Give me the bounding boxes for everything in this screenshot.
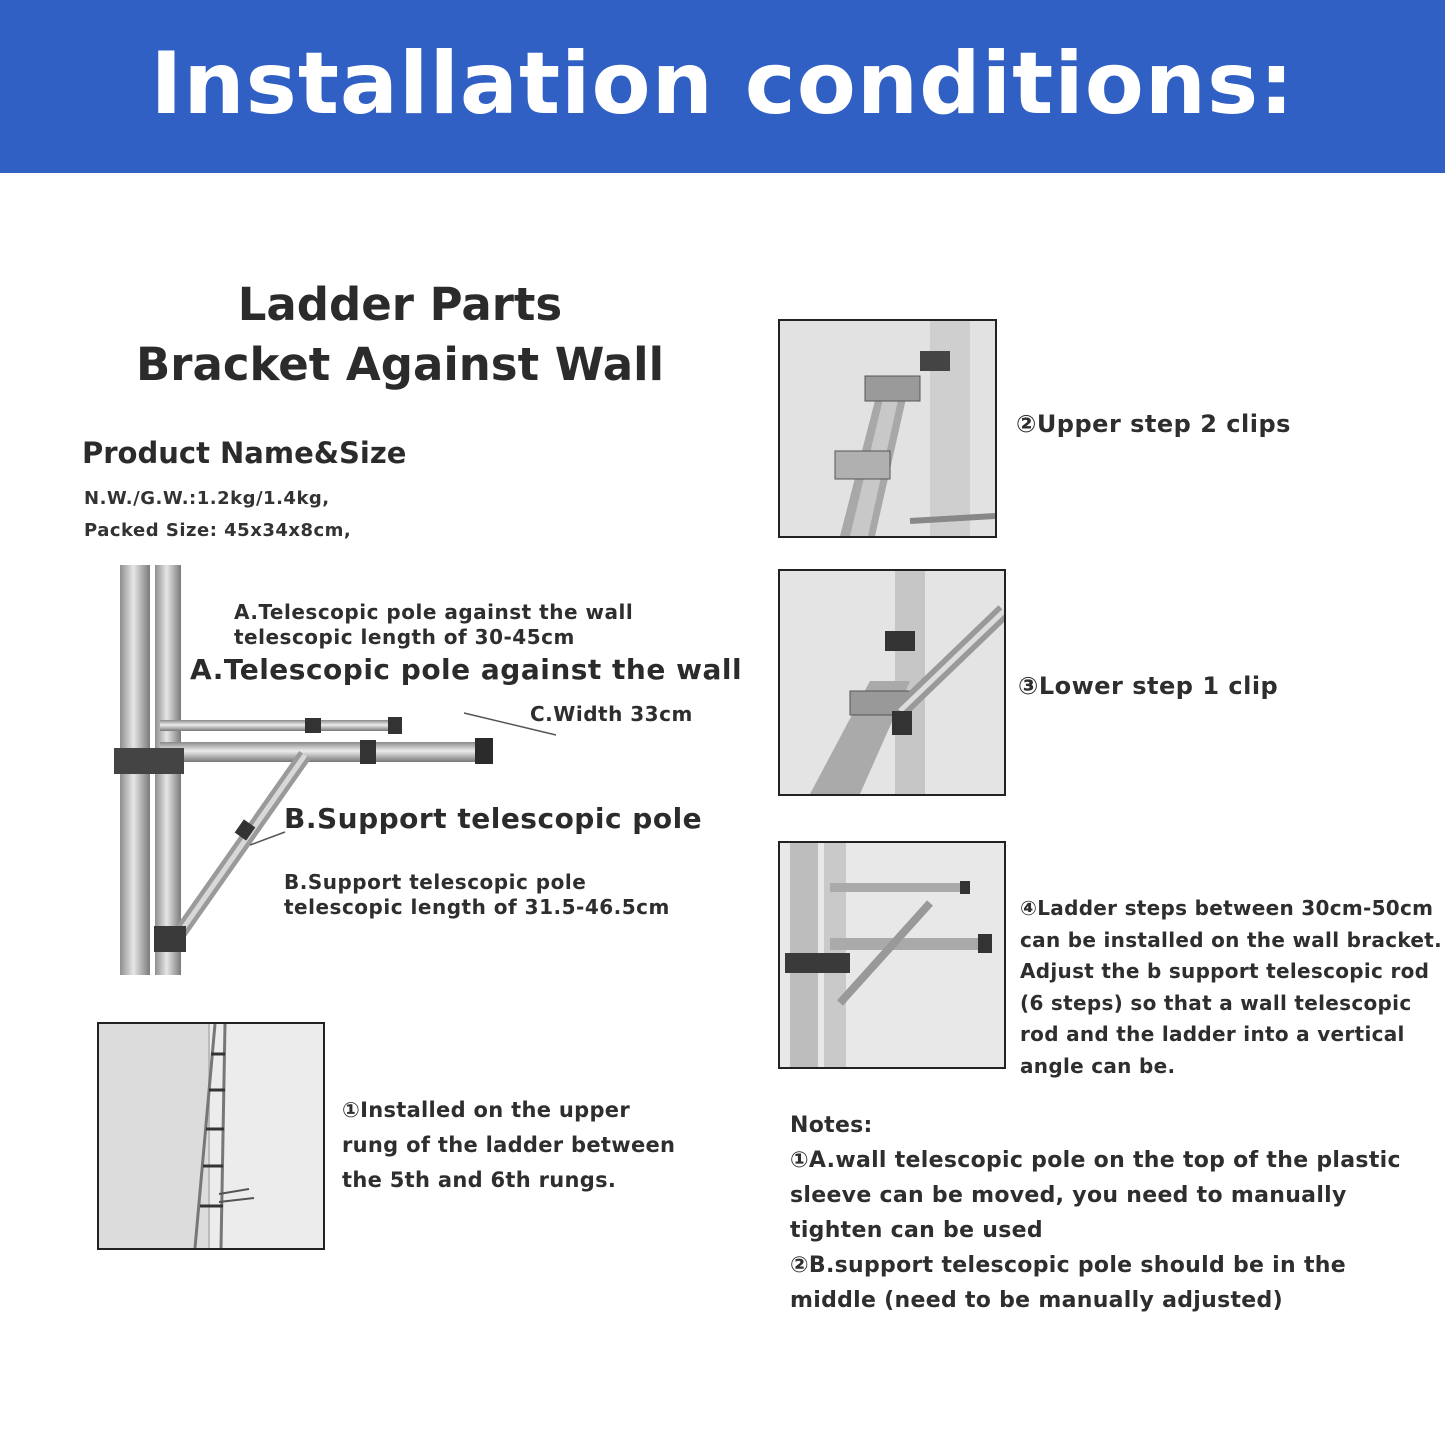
wall-pole [160, 720, 400, 731]
a-pole-description: A.Telescopic pole against the wall telescopic length of 30-45cm [234, 600, 634, 649]
installed-ladder-photo [97, 1022, 325, 1250]
b-pole-description: B.Support telescopic pole telescopic length of 31.5-46.5cm [284, 870, 670, 919]
pole-cap [388, 717, 402, 734]
title-banner [0, 0, 1445, 173]
wall-pole [160, 742, 490, 762]
a-pole-label: A.Telescopic pole against the wall [190, 653, 743, 686]
clip [114, 748, 184, 774]
packed-size-text: Packed Size: 45x34x8cm, [84, 520, 352, 541]
lower-clip-photo [778, 569, 1006, 796]
step4-description: ④Ladder steps between 30cm-50cm can be installed on the wall bracket. Adjust the b support telescopic rod (6 steps) so that a wall telescopic rod and the ladder into a vertical angle can be. [1020, 896, 1443, 1078]
upper-clips-photo [778, 319, 997, 538]
c-width-label: C.Width 33cm [530, 702, 693, 726]
pole-cap [475, 738, 493, 764]
ladder-parts-heading: Ladder Parts [237, 278, 563, 331]
b-pole-label: B.Support telescopic pole [284, 802, 703, 835]
clip [154, 926, 186, 952]
weight-text: N.W./G.W.:1.2kg/1.4kg, [84, 488, 330, 509]
step1-description: ①Installed on the upper rung of the ladder between the 5th and 6th rungs. [342, 1098, 676, 1192]
bracket-heading: Bracket Against Wall [135, 338, 665, 391]
step2-label: ②Upper step 2 clips [1016, 410, 1291, 438]
bracket-installed-photo [778, 841, 1006, 1069]
notes-section: Notes: ①A.wall telescopic pole on the top of the plastic sleeve can be moved, you need to manually tighten can be used ②B.support telescopic pole should be in the middle (need to be manually adjusted) [790, 1108, 1401, 1318]
step3-label: ③Lower step 1 clip [1018, 672, 1279, 700]
page-title: Installation conditions: [150, 33, 1295, 134]
notes-title: Notes: [790, 1113, 873, 1138]
product-name-size-heading: Product Name&Size [82, 436, 407, 470]
